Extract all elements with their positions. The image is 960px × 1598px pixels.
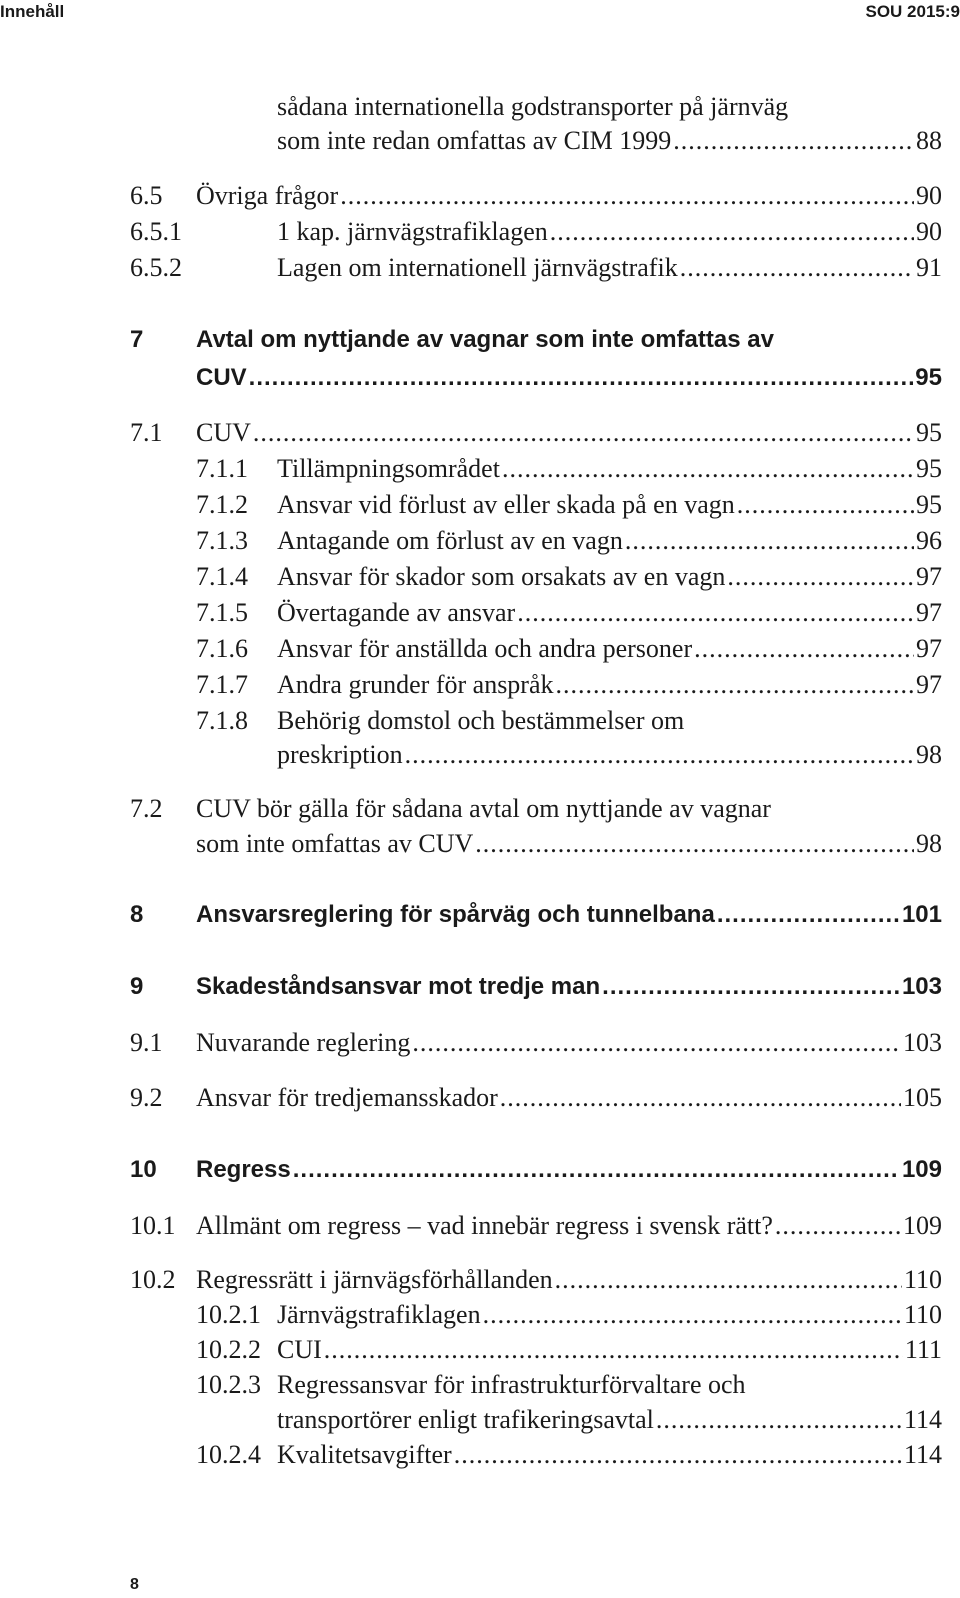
toc-number: 10: [130, 1156, 157, 1183]
toc-row[interactable]: [0, 415, 960, 451]
toc-row[interactable]: [0, 1297, 960, 1333]
toc-title: Regressansvar för infrastrukturförvaltare och: [277, 1370, 746, 1399]
leader-dots: [737, 487, 914, 523]
leader-dots: [454, 1437, 902, 1473]
toc-number: 7.1.4: [196, 562, 248, 591]
toc-title: Övriga frågor: [196, 181, 339, 210]
toc-row[interactable]: [0, 791, 960, 827]
toc-chapter-row[interactable]: [0, 969, 960, 1005]
leader-dots: [253, 415, 914, 451]
toc-row[interactable]: [0, 595, 960, 631]
toc-title: Allmänt om regress – vad innebär regress i svensk rätt?: [196, 1211, 773, 1240]
toc-continuation-line: [277, 89, 942, 125]
toc-page: 110: [903, 1300, 942, 1329]
leader-dots: [550, 214, 914, 250]
toc-title: Behörig domstol och bestämmelser om: [277, 706, 685, 735]
toc-leader-line: [277, 214, 942, 250]
toc-title: Regressrätt i järnvägsförhållanden: [196, 1265, 553, 1294]
toc-page: 111: [904, 1335, 942, 1364]
toc-title: 1 kap. järnvägstrafiklagen: [277, 217, 548, 246]
toc-page: 103: [903, 1028, 942, 1057]
toc-continuation-line: [196, 322, 942, 358]
leader-dots: [717, 897, 900, 933]
toc-row[interactable]: [0, 1208, 960, 1244]
toc-number: 9.1: [130, 1028, 163, 1057]
toc-number: 7.1.6: [196, 634, 248, 663]
toc-page: 96: [916, 526, 942, 555]
toc-title: Lagen om internationell järnvägstrafik: [277, 253, 678, 282]
toc-leader-line: [196, 1080, 942, 1116]
toc-leader-line: [277, 631, 942, 667]
toc-title: Avtal om nyttjande av vagnar som inte omfattas av: [196, 326, 774, 353]
toc-number: 7.1.7: [196, 670, 248, 699]
leader-dots: [412, 1025, 901, 1061]
leader-dots: [680, 250, 914, 286]
leader-dots: [475, 826, 914, 862]
toc-leader-line: [196, 178, 942, 214]
toc-row[interactable]: [0, 631, 960, 667]
running-header-report-id: SOU 2015:9: [865, 2, 960, 21]
toc-number: 10.2.4: [196, 1440, 261, 1469]
toc-page: 103: [901, 973, 942, 1000]
toc-chapter-row[interactable]: [0, 322, 960, 358]
toc-number: 7.1: [130, 418, 163, 447]
toc-title: preskription: [277, 740, 403, 769]
toc-number: 7.1.2: [196, 490, 248, 519]
toc-title: Skadeståndsansvar mot tredje man: [196, 973, 601, 1000]
toc-leader-line: [277, 250, 942, 286]
toc-row[interactable]: [0, 1402, 960, 1438]
toc-chapter-row[interactable]: [0, 360, 960, 396]
toc-leader-line: [196, 969, 942, 1005]
leader-dots: [249, 360, 914, 396]
toc-leader-line: [196, 897, 942, 933]
toc-row[interactable]: [0, 1080, 960, 1116]
toc-leader-line: [277, 595, 942, 631]
toc-number: 10.2.2: [196, 1335, 261, 1364]
toc-page: 97: [916, 598, 942, 627]
leader-dots: [656, 1402, 902, 1438]
toc-row[interactable]: [0, 1367, 960, 1403]
toc-number: 10.2.3: [196, 1370, 261, 1399]
toc-leader-line: [277, 667, 942, 703]
leader-dots: [483, 1297, 902, 1333]
toc-leader-line: [277, 487, 942, 523]
toc-title: Ansvar för tredjemansskador: [196, 1083, 498, 1112]
toc-leader-line: [277, 1402, 942, 1438]
toc-row[interactable]: [0, 667, 960, 703]
toc-number: 9: [130, 973, 144, 1000]
toc-continuation-line: [277, 1367, 942, 1403]
toc-title: Ansvarsreglering för spårväg och tunnelbana: [196, 901, 715, 928]
toc-number: 10.2: [130, 1265, 176, 1294]
toc-leader-line: [196, 415, 942, 451]
toc-leader-line: [277, 1297, 942, 1333]
toc-number: 6.5.2: [130, 253, 182, 282]
toc-title: Regress: [196, 1156, 291, 1183]
toc-title: Nuvarande reglering: [196, 1028, 411, 1057]
toc-row[interactable]: [0, 523, 960, 559]
toc-number: 6.5: [130, 181, 163, 210]
toc-page: 95: [915, 364, 942, 391]
toc-number: 10.2.1: [196, 1300, 261, 1329]
toc-leader-line: [196, 1208, 942, 1244]
toc-leader-line: [196, 1262, 942, 1298]
toc-row[interactable]: [0, 826, 960, 862]
toc-title: Andra grunder för anspråk: [277, 670, 554, 699]
leader-dots: [502, 451, 914, 487]
leader-dots: [625, 523, 914, 559]
toc-page: 95: [916, 454, 942, 483]
leader-dots: [694, 631, 914, 667]
toc-row[interactable]: [0, 451, 960, 487]
toc-page: 88: [916, 126, 942, 155]
leader-dots: [673, 123, 914, 159]
toc-number: 7: [130, 326, 144, 353]
toc-row[interactable]: [0, 1025, 960, 1061]
toc-page: 97: [916, 670, 942, 699]
toc-row[interactable]: [0, 178, 960, 214]
toc-title: transportörer enligt trafikeringsavtal: [277, 1405, 654, 1434]
toc-chapter-row[interactable]: [0, 897, 960, 933]
page-number: 8: [130, 1576, 139, 1593]
toc-leader-line: [277, 1437, 942, 1473]
leader-dots: [555, 1262, 902, 1298]
toc-page: 95: [916, 418, 942, 447]
leader-dots: [340, 178, 914, 214]
leader-dots: [500, 1080, 901, 1116]
toc-row[interactable]: [0, 1437, 960, 1473]
leader-dots: [324, 1332, 903, 1368]
toc-title: Ansvar för skador som orsakats av en vagn: [277, 562, 726, 591]
toc-number: 7.1.3: [196, 526, 248, 555]
toc-page: 97: [916, 634, 942, 663]
toc-page: 101: [901, 901, 942, 928]
toc-title: Järnvägstrafiklagen: [277, 1300, 481, 1329]
toc-row[interactable]: [0, 250, 960, 286]
toc-leader-line: [277, 737, 942, 773]
toc-page: 114: [903, 1440, 942, 1469]
toc-page: 95: [916, 490, 942, 519]
toc-leader-line: [277, 559, 942, 595]
toc-continuation-line: [196, 791, 942, 827]
toc-row[interactable]: [0, 89, 960, 125]
toc-row[interactable]: [0, 487, 960, 523]
toc-number: 10.1: [130, 1211, 176, 1240]
toc-row[interactable]: [0, 703, 960, 739]
toc-row[interactable]: [0, 123, 960, 159]
toc-leader-line: [277, 1332, 942, 1368]
toc-row[interactable]: [0, 737, 960, 773]
toc-page: 109: [901, 1156, 942, 1183]
toc-number: 7.1.8: [196, 706, 248, 735]
toc-leader-line: [196, 360, 942, 396]
toc-number: 7.1.5: [196, 598, 248, 627]
toc-title: Ansvar vid förlust av eller skada på en vagn: [277, 490, 735, 519]
toc-page: 109: [903, 1211, 942, 1240]
toc-title: Antagande om förlust av en vagn: [277, 526, 623, 555]
toc-leader-line: [277, 123, 942, 159]
toc-page: 110: [903, 1265, 942, 1294]
toc-page: 98: [916, 829, 942, 858]
toc-title: Kvalitetsavgifter: [277, 1440, 452, 1469]
toc-number: 7.2: [130, 794, 163, 823]
toc-leader-line: [196, 1025, 942, 1061]
toc-title: Tillämpningsområdet: [277, 454, 500, 483]
toc-row[interactable]: [0, 559, 960, 595]
toc-page: 90: [916, 181, 942, 210]
toc-page: 98: [916, 740, 942, 769]
toc-leader-line: [196, 826, 942, 862]
toc-title: CUV bör gälla för sådana avtal om nyttjande av vagnar: [196, 794, 771, 823]
leader-dots: [517, 595, 914, 631]
toc-chapter-row[interactable]: [0, 1152, 960, 1188]
toc-leader-line: [277, 451, 942, 487]
leader-dots: [405, 737, 914, 773]
toc-leader-line: [196, 1152, 942, 1188]
toc-page: 91: [916, 253, 942, 282]
toc-number: 9.2: [130, 1083, 163, 1112]
toc-row[interactable]: [0, 1332, 960, 1368]
leader-dots: [727, 559, 914, 595]
toc-title: Ansvar för anställda och andra personer: [277, 634, 693, 663]
toc-page: 105: [903, 1083, 942, 1112]
toc-row[interactable]: [0, 214, 960, 250]
toc-leader-line: [277, 523, 942, 559]
toc-page: 90: [916, 217, 942, 246]
toc-number: 6.5.1: [130, 217, 182, 246]
toc-page: 114: [903, 1405, 942, 1434]
toc-row[interactable]: [0, 1262, 960, 1298]
leader-dots: [602, 969, 900, 1005]
toc-title: CUV: [196, 364, 247, 391]
toc-title: Övertagande av ansvar: [277, 598, 516, 627]
toc-title: som inte omfattas av CUV: [196, 829, 474, 858]
toc-title: som inte redan omfattas av CIM 1999: [277, 126, 672, 155]
toc-page: 97: [916, 562, 942, 591]
toc-title: CUI: [277, 1335, 322, 1364]
toc-number: 7.1.1: [196, 454, 248, 483]
running-header-section: Innehåll: [0, 2, 65, 21]
toc-title: sådana internationella godstransporter på järnväg: [277, 92, 789, 121]
toc-number: 8: [130, 901, 144, 928]
toc-continuation-line: [277, 703, 942, 739]
leader-dots: [775, 1208, 901, 1244]
toc-title: CUV: [196, 418, 251, 447]
leader-dots: [556, 667, 914, 703]
leader-dots: [293, 1152, 900, 1188]
